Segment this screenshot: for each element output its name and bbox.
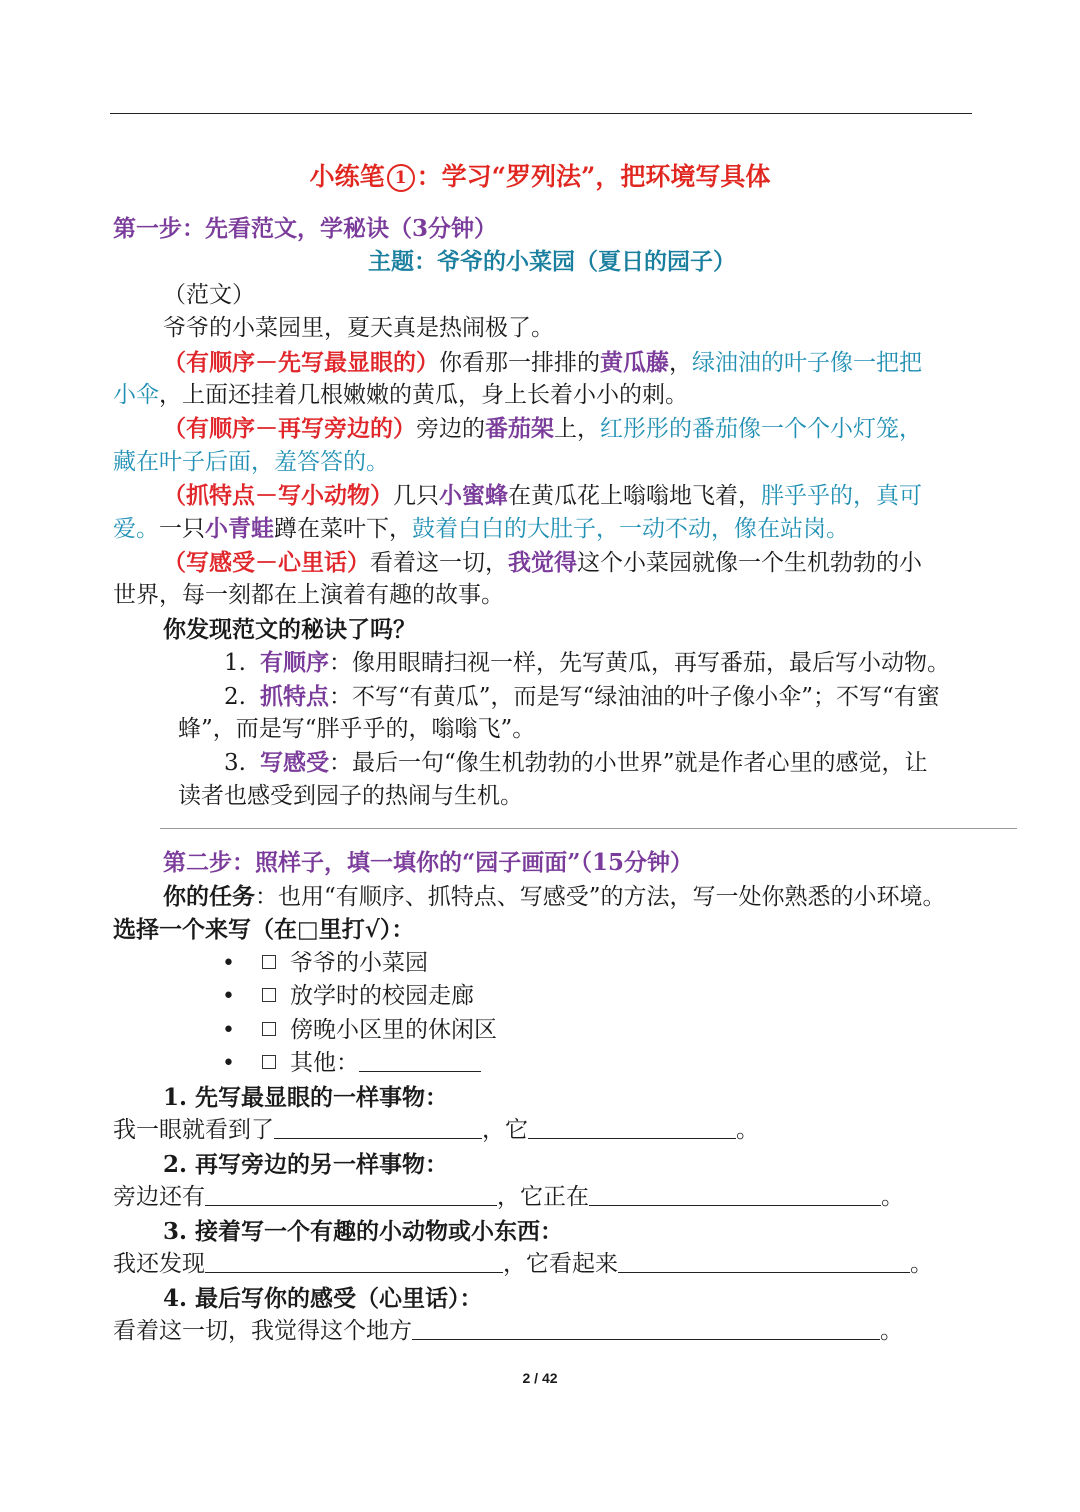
essay-theme: 主题：爷爷的小菜园（夏日的园子） (368, 248, 736, 275)
other-blank[interactable] (359, 1047, 481, 1072)
essay-intro: 爷爷的小菜园里，夏天真是热闹极了。 (163, 315, 554, 341)
secret-item-2-cont: 蜂”，而是写“胖乎乎的，嗡嗡飞”。 (178, 716, 536, 742)
prompt-2-line: 旁边还有 ，它正在 。 (113, 1181, 904, 1214)
secret-item-3-cont: 读者也感受到园子的热闹与生机。 (178, 783, 523, 809)
page-number: 2 / 42 (522, 1370, 558, 1386)
prompt-4-heading: 4. 最后写你的感受（心里话）： (163, 1285, 483, 1312)
prompt-3-line: 我还发现 ，它看起来 。 (113, 1248, 933, 1281)
essay-label: （范文） (163, 282, 255, 308)
secrets-question: 你发现范文的秘诀了吗？ (163, 616, 416, 643)
essay-p1-line1: （有顺序－先写最显眼的）你看那一排排的黄瓜藤，绿油油的叶子像一把把 (163, 349, 922, 376)
task-line: 你的任务：也用“有顺序、抓特点、写感受”的方法，写一处你熟悉的小环境。 (163, 883, 946, 910)
checkbox-icon[interactable] (262, 1055, 276, 1069)
choose-instruction: 选择一个来写（在□里打√）： (113, 916, 415, 943)
essay-p2-line1: （有顺序－再写旁边的）旁边的番茄架上，红彤彤的番茄像一个个小灯笼， (163, 415, 922, 442)
fill-blank[interactable] (589, 1181, 881, 1206)
secret-item-2: 2. 抓特点：不写“有黄瓜”，而是写“绿油油的叶子像小伞”；不写“有蜜 (224, 683, 940, 710)
checkbox-icon[interactable] (262, 988, 276, 1002)
secret-item-1: 1. 有顺序：像用眼睛扫视一样，先写黄瓜，再写番茄，最后写小动物。 (224, 649, 950, 676)
fill-blank[interactable] (205, 1181, 497, 1206)
option-3[interactable]: 傍晚小区里的休闲区 (262, 1014, 497, 1047)
essay-p4-line2: 世界，每一刻都在上演着有趣的故事。 (113, 582, 504, 608)
section-divider (160, 828, 1017, 829)
option-2[interactable]: 放学时的校园走廊 (262, 980, 474, 1013)
bullet-icon: • (222, 1018, 235, 1043)
option-4[interactable]: 其他： (262, 1047, 481, 1080)
option-1[interactable]: 爷爷的小菜园 (262, 947, 428, 980)
step2-heading: 第二步：照样子，填一填你的“园子画面”（15分钟） (163, 849, 693, 876)
essay-p4-line1: （写感受－心里话）看着这一切，我觉得这个小菜园就像一个生机勃勃的小 (163, 549, 922, 576)
checkbox-icon[interactable] (262, 955, 276, 969)
bullet-icon: • (222, 951, 235, 976)
bullet-icon: • (222, 984, 235, 1009)
essay-p1-line2: 小伞，上面还挂着几根嫩嫩的黄瓜，身上长着小小的刺。 (113, 382, 688, 408)
prompt-4-line: 看着这一切，我觉得这个地方 。 (113, 1315, 903, 1348)
prompt-3-heading: 3. 接着写一个有趣的小动物或小东西： (163, 1218, 564, 1245)
fill-blank[interactable] (412, 1315, 880, 1340)
fill-blank[interactable] (205, 1248, 503, 1273)
checkbox-icon[interactable] (262, 1022, 276, 1036)
essay-p3-line2: 爱。一只小青蛙蹲在菜叶下，鼓着白白的大肚子，一动不动，像在站岗。 (113, 515, 849, 542)
header-rule (110, 113, 972, 114)
prompt-1-heading: 1. 先写最显眼的一样事物： (163, 1084, 449, 1111)
fill-blank[interactable] (618, 1248, 910, 1273)
essay-p3-line1: （抓特点－写小动物）几只小蜜蜂在黄瓜花上嗡嗡地飞着，胖乎乎的，真可 (163, 482, 922, 509)
prompt-2-heading: 2. 再写旁边的另一样事物： (163, 1151, 449, 1178)
bullet-icon: • (222, 1051, 235, 1076)
page-title: 小练笔 1 ：学习“罗列法”，把环境写具体 (309, 162, 771, 191)
step1-heading: 第一步：先看范文，学秘诀（3分钟） (113, 215, 498, 242)
prompt-1-line: 我一眼就看到了 ，它 。 (113, 1114, 759, 1147)
fill-blank[interactable] (274, 1114, 482, 1139)
fill-blank[interactable] (528, 1114, 736, 1139)
essay-p2-line2: 藏在叶子后面，羞答答的。 (113, 449, 389, 475)
secret-item-3: 3. 写感受：最后一句“像生机勃勃的小世界”就是作者心里的感觉，让 (224, 749, 928, 776)
circled-number: 1 (387, 164, 415, 192)
